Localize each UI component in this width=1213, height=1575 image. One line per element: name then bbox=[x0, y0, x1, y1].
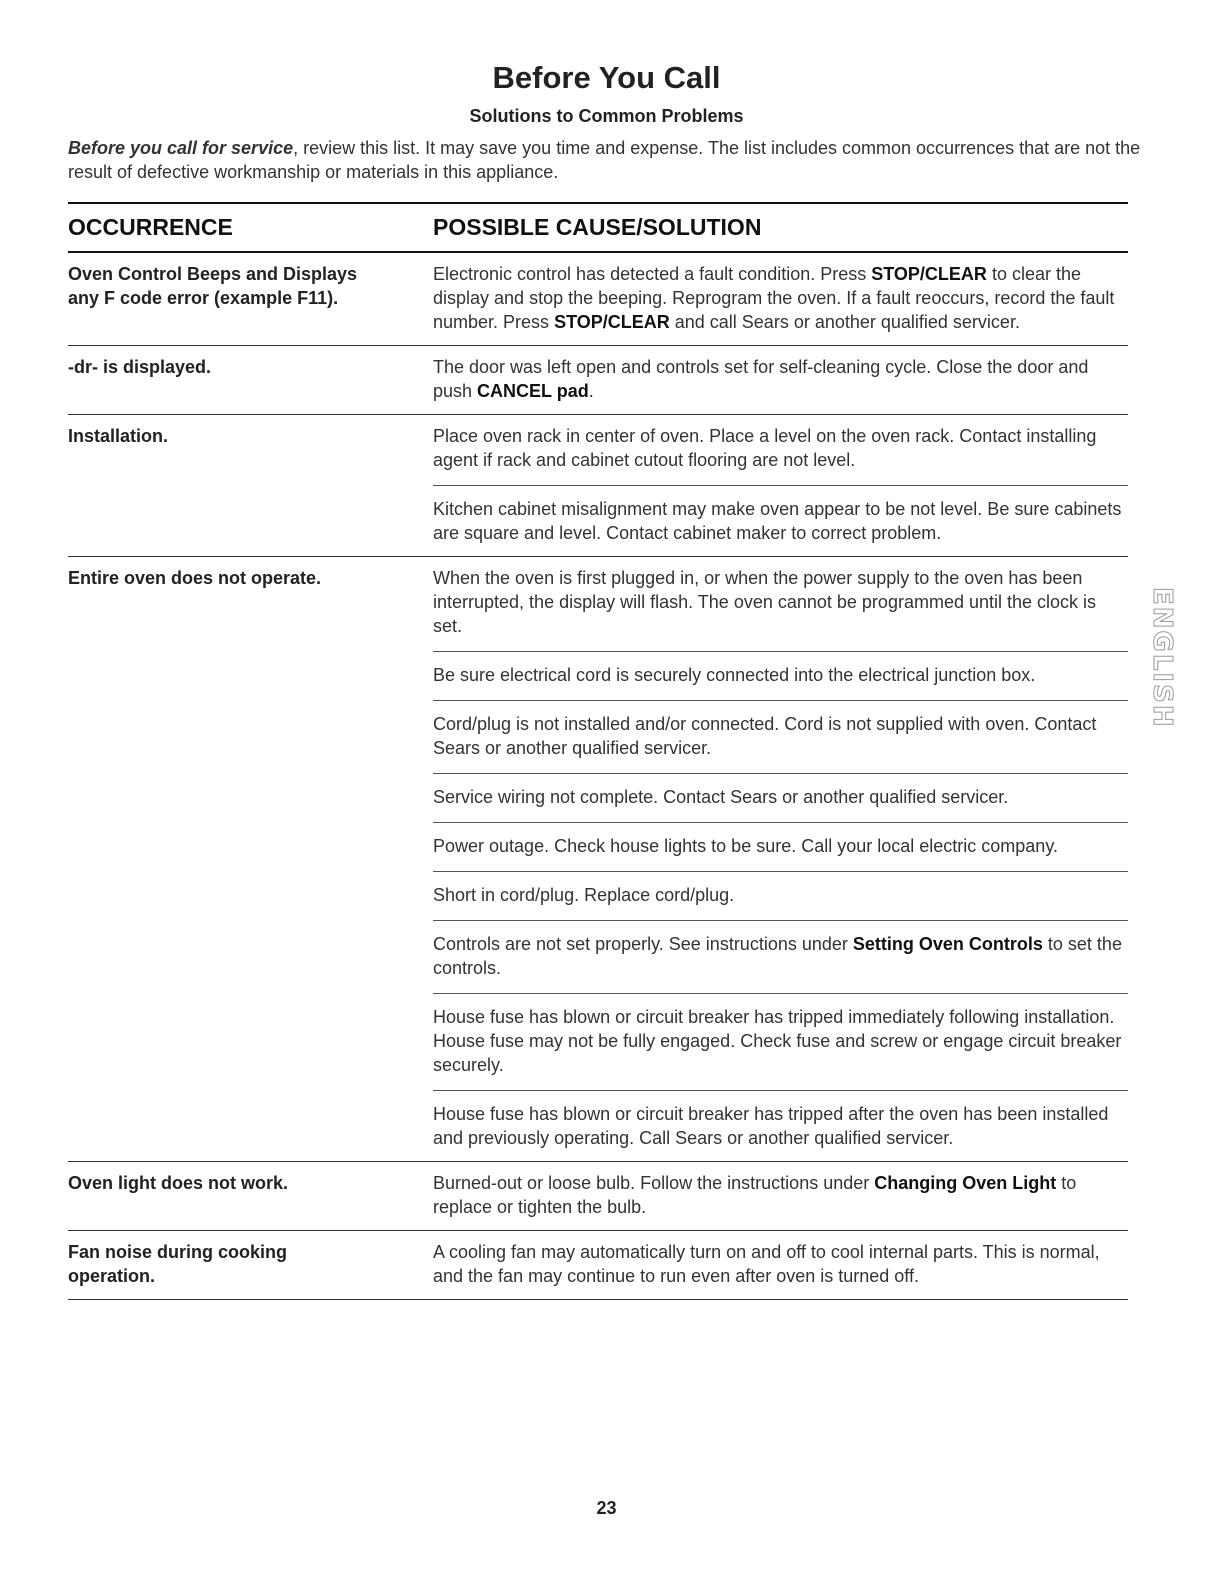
table-row bbox=[68, 253, 1128, 346]
solution-cell bbox=[433, 262, 1128, 334]
solution-cell bbox=[433, 355, 1128, 403]
intro-text: , review this list. It may save you time and expense. The list includes common occurrences that are not the result of defective workmanship or materials in this appliance. bbox=[68, 138, 1141, 182]
solution-text: to set the controls. bbox=[433, 934, 1122, 978]
occurrence-cell bbox=[68, 424, 433, 545]
solution-text: Electronic control has detected a fault condition. Press bbox=[433, 264, 872, 284]
solution-text: . bbox=[588, 381, 594, 401]
solution-item bbox=[433, 651, 1128, 687]
solution-text: When the oven is first plugged in, or when the power supply to the oven has been interrupted, the display will flash. The oven cannot be programmed until the clock is set. bbox=[433, 568, 1097, 636]
solution-text: Short in cord/plug. Replace cord/plug. bbox=[433, 885, 735, 905]
page-number: 23 bbox=[596, 1498, 617, 1518]
solution-item bbox=[433, 1240, 1128, 1288]
page-subtitle: Solutions to Common Problems bbox=[469, 106, 744, 126]
solution-emphasis: STOP/CLEAR bbox=[554, 312, 670, 332]
solution-item bbox=[433, 424, 1128, 472]
intro-lead: Before you call for service bbox=[68, 138, 294, 158]
occurrence-text: operation. bbox=[68, 1266, 156, 1286]
language-side-tab bbox=[1142, 578, 1182, 738]
occurrence-cell bbox=[68, 1171, 433, 1219]
solution-emphasis: Setting Oven Controls bbox=[852, 934, 1043, 954]
table-row bbox=[68, 557, 1128, 1162]
troubleshooting-table bbox=[68, 202, 1128, 1300]
intro-paragraph bbox=[68, 136, 1158, 184]
solution-item bbox=[433, 355, 1128, 403]
occurrence-text: any F code error (example F11). bbox=[68, 288, 339, 308]
occurrence-text: -dr- is displayed. bbox=[68, 357, 212, 377]
solution-text: Cord/plug is not installed and/or connected. Cord is not supplied with oven. Contact Sears or another qualified servicer. bbox=[433, 714, 1097, 758]
solution-text: House fuse has blown or circuit breaker has tripped after the oven has been installed and previously operating. Call Sears or another qualified servicer. bbox=[433, 1104, 1109, 1148]
occurrence-text: Oven light does not work. bbox=[68, 1173, 289, 1193]
solution-text: Be sure electrical cord is securely connected into the electrical junction box. bbox=[433, 665, 1036, 685]
solution-text: Power outage. Check house lights to be sure. Call your local electric company. bbox=[433, 836, 1058, 856]
solution-text: to clear the display and stop the beeping. Reprogram the oven. If a fault reoccurs, record the fault number. Press bbox=[433, 264, 1115, 332]
table-row bbox=[68, 415, 1128, 557]
solution-emphasis: CANCEL pad bbox=[477, 381, 589, 401]
solution-emphasis: STOP/CLEAR bbox=[871, 264, 987, 284]
solution-text: Kitchen cabinet misalignment may make oven appear to be not level. Be sure cabinets are square and level. Contact cabinet maker to correct problem. bbox=[433, 499, 1122, 543]
occurrence-cell bbox=[68, 566, 433, 1150]
occurrence-cell bbox=[68, 1240, 433, 1288]
solution-text: Burned-out or loose bulb. Follow the instructions under bbox=[433, 1173, 875, 1193]
occurrence-text: Installation. bbox=[68, 426, 169, 446]
solution-cell bbox=[433, 1240, 1128, 1288]
solution-item bbox=[433, 920, 1128, 980]
solution-item bbox=[433, 1090, 1128, 1150]
solution-text: The door was left open and controls set for self-cleaning cycle. Close the door and push bbox=[433, 357, 1089, 401]
occurrence-text: Entire oven does not operate. bbox=[68, 568, 322, 588]
occurrence-text: Oven Control Beeps and Displays bbox=[68, 264, 358, 284]
solution-item bbox=[433, 700, 1128, 760]
occurrence-cell bbox=[68, 262, 433, 334]
solution-cell bbox=[433, 566, 1128, 1150]
solution-text: A cooling fan may automatically turn on and off to cool internal parts. This is normal, and the fan may continue to run even after oven is turned off. bbox=[433, 1242, 1100, 1286]
solution-item bbox=[433, 822, 1128, 858]
solution-item bbox=[433, 566, 1128, 638]
solution-text: Service wiring not complete. Contact Sears or another qualified servicer. bbox=[433, 787, 1009, 807]
table-row bbox=[68, 1231, 1128, 1300]
occurrence-cell bbox=[68, 355, 433, 403]
table-row bbox=[68, 1162, 1128, 1231]
solution-text: Controls are not set properly. See instructions under bbox=[433, 934, 853, 954]
page-title: Before You Call bbox=[492, 60, 721, 95]
solution-item bbox=[433, 773, 1128, 809]
table-header bbox=[68, 202, 1128, 253]
solution-text: and call Sears or another qualified servicer. bbox=[669, 312, 1020, 332]
solution-text: to replace or tighten the bulb. bbox=[433, 1173, 1077, 1217]
solution-text: Place oven rack in center of oven. Place a level on the oven rack. Contact installing agent if rack and cabinet cutout flooring are not level. bbox=[433, 426, 1097, 470]
header-solution: POSSIBLE CAUSE/SOLUTION bbox=[433, 214, 762, 240]
header-occurrence: OCCURRENCE bbox=[68, 214, 233, 240]
solution-cell bbox=[433, 1171, 1128, 1219]
solution-item bbox=[433, 871, 1128, 907]
solution-cell bbox=[433, 424, 1128, 545]
solution-item bbox=[433, 262, 1128, 334]
table-row bbox=[68, 346, 1128, 415]
solution-item bbox=[433, 1171, 1128, 1219]
occurrence-text: Fan noise during cooking bbox=[68, 1242, 288, 1262]
side-tab-label: ENGLISH bbox=[1147, 587, 1177, 729]
solution-item bbox=[433, 485, 1128, 545]
table-body bbox=[68, 253, 1128, 1300]
solution-item bbox=[433, 993, 1128, 1077]
solution-emphasis: Changing Oven Light bbox=[874, 1173, 1057, 1193]
solution-text: House fuse has blown or circuit breaker has tripped immediately following installation. House fuse may not be fully engaged. Check fuse and screw or engage circuit breaker securely. bbox=[433, 1007, 1122, 1075]
